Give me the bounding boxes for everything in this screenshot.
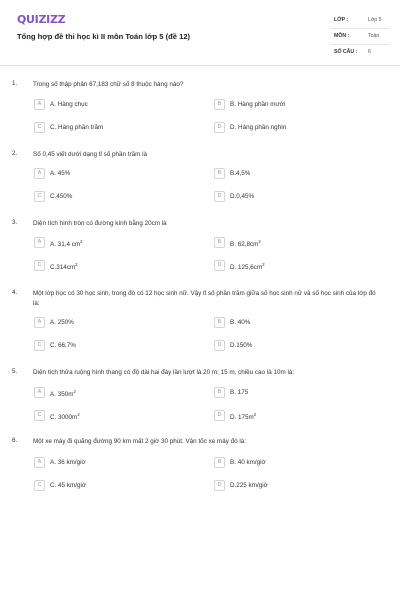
- page-title: Tổng hợp đề thi học kì II môn Toán lớp 5 (đề 12): [17, 32, 191, 41]
- option-label: B.4,5%: [230, 170, 251, 177]
- meta-row-subject: [330, 29, 390, 45]
- option-label: C.314cm: [50, 264, 76, 272]
- option-label: A. Hàng chục: [50, 101, 88, 108]
- meta-row-question-count: [330, 45, 390, 61]
- option-letter-box[interactable]: A: [34, 457, 45, 468]
- option-letter-box[interactable]: A: [34, 168, 45, 179]
- option-text: [230, 412, 256, 421]
- question-text: Trong số thập phân 67,183 chữ số 8 thuộc hàng nào?: [33, 81, 184, 88]
- option-label: A. 250%: [50, 319, 74, 326]
- option-superscript: 2: [80, 239, 83, 244]
- option-letter-box[interactable]: D: [214, 410, 225, 421]
- question-text: Diện tích hình tròn có đường kính bằng 20cm là: [33, 220, 167, 227]
- option-letter-box[interactable]: A: [34, 387, 45, 398]
- option-text: [230, 262, 265, 271]
- question-number: 4.: [12, 289, 18, 296]
- option-letter-box[interactable]: B: [214, 237, 225, 248]
- meta-value: Lớp 5: [368, 17, 382, 23]
- question-number: 2.: [12, 150, 18, 157]
- question-number: 1.: [12, 80, 18, 87]
- option-letter-box[interactable]: B: [214, 168, 225, 179]
- question-number: 6.: [12, 437, 18, 444]
- question-text: Số 0,45 viết dưới dạng tỉ số phần trăm là: [33, 151, 148, 158]
- option-text: [50, 459, 86, 466]
- option-label: C.450%: [50, 193, 73, 200]
- option-text: [230, 482, 268, 489]
- option-text: [230, 239, 261, 248]
- option-label: B. 40 km/giờ: [230, 459, 266, 466]
- option-letter-box[interactable]: D: [214, 480, 225, 491]
- option-text: [230, 124, 286, 131]
- option-label: C. 3000m: [50, 414, 78, 422]
- option-label: C. Hàng phần trăm: [50, 124, 104, 131]
- option-text: [50, 319, 74, 326]
- option-text: [230, 319, 250, 326]
- option-label: D.225 km/giờ: [230, 482, 268, 489]
- option-label: B. Hàng phần mười: [230, 101, 286, 108]
- option-text: [50, 482, 86, 489]
- option-letter-box[interactable]: D: [214, 122, 225, 133]
- option-letter-box[interactable]: C: [34, 480, 45, 491]
- option-text: [50, 101, 88, 108]
- meta-table: [330, 13, 390, 61]
- option-superscript: 2: [75, 262, 78, 267]
- option-text: [230, 342, 252, 349]
- option-label: A. 36 km/giờ: [50, 459, 86, 466]
- question-text: Một lớp học có 30 học sinh, trong đó có 12 học sinh nữ. Vậy tỉ số phần trăm giữa số học sinh nữ và số học sinh của lớp đó là:: [33, 290, 376, 307]
- option-letter-box[interactable]: B: [214, 99, 225, 110]
- option-letter-box[interactable]: B: [214, 317, 225, 328]
- option-text: [230, 101, 285, 108]
- option-superscript: 2: [253, 412, 257, 417]
- option-label: D. 125,6cm: [230, 264, 263, 272]
- meta-value: Toán: [368, 33, 380, 39]
- option-text: [230, 170, 250, 177]
- option-superscript: 2: [73, 389, 76, 394]
- option-text: [50, 262, 78, 271]
- option-label: A. 45%: [50, 170, 71, 177]
- option-text: [50, 124, 103, 131]
- option-label: B. 40%: [230, 319, 251, 326]
- option-label: D. Hàng phần nghìn: [230, 124, 287, 131]
- option-text: [230, 389, 248, 396]
- option-label: D.150%: [230, 342, 253, 349]
- option-text: [50, 342, 76, 349]
- option-label: B. 175: [230, 389, 249, 396]
- option-letter-box[interactable]: C: [34, 191, 45, 202]
- option-letter-box[interactable]: A: [34, 99, 45, 110]
- option-letter-box[interactable]: D: [214, 340, 225, 351]
- option-label: A. 31,4 cm: [50, 241, 81, 249]
- meta-value: 6: [368, 49, 371, 55]
- option-text: [50, 193, 72, 200]
- option-letter-box[interactable]: C: [34, 410, 45, 421]
- meta-key: LỚP :: [334, 17, 349, 23]
- option-superscript: 2: [77, 412, 80, 417]
- option-letter-box[interactable]: B: [214, 387, 225, 398]
- option-letter-box[interactable]: C: [34, 340, 45, 351]
- option-label: C. 45 km/giờ: [50, 482, 86, 489]
- option-label: B. 62,8cm: [230, 241, 259, 249]
- option-text: [230, 459, 266, 466]
- question-text: Diện tích thửa ruộng hình thang có độ dài hai đáy lần lượt là 20 m; 15 m, chiều cao là 10m là:: [33, 369, 295, 376]
- option-letter-box[interactable]: C: [34, 122, 45, 133]
- option-text: [50, 170, 70, 177]
- option-letter-box[interactable]: C: [34, 260, 45, 271]
- option-text: [50, 412, 80, 421]
- option-letter-box[interactable]: B: [214, 457, 225, 468]
- option-label: C. 66,7%: [50, 342, 76, 349]
- option-label: D. 175m: [230, 414, 254, 422]
- meta-key: SỐ CÂU :: [334, 49, 358, 55]
- option-letter-box[interactable]: A: [34, 237, 45, 248]
- question-number: 5.: [12, 368, 18, 375]
- option-text: [50, 389, 76, 398]
- question-text: Một xe máy đi quãng đường 90 km mất 2 giờ 30 phút. Vận tốc xe máy đó là:: [33, 438, 247, 445]
- option-text: [50, 239, 82, 248]
- option-superscript: 2: [258, 239, 261, 244]
- option-letter-box[interactable]: A: [34, 317, 45, 328]
- quizizz-logo: QUIZIZZ: [17, 13, 66, 26]
- option-label: D.0,45%: [230, 193, 255, 200]
- option-label: A. 350m: [50, 391, 74, 399]
- option-letter-box[interactable]: D: [214, 260, 225, 271]
- meta-key: MÔN :: [334, 33, 350, 39]
- option-superscript: 2: [262, 262, 265, 267]
- worksheet-header: [0, 0, 400, 66]
- question-number: 3.: [12, 219, 18, 226]
- option-text: [230, 193, 254, 200]
- meta-row-class: [330, 13, 390, 29]
- option-letter-box[interactable]: D: [214, 191, 225, 202]
